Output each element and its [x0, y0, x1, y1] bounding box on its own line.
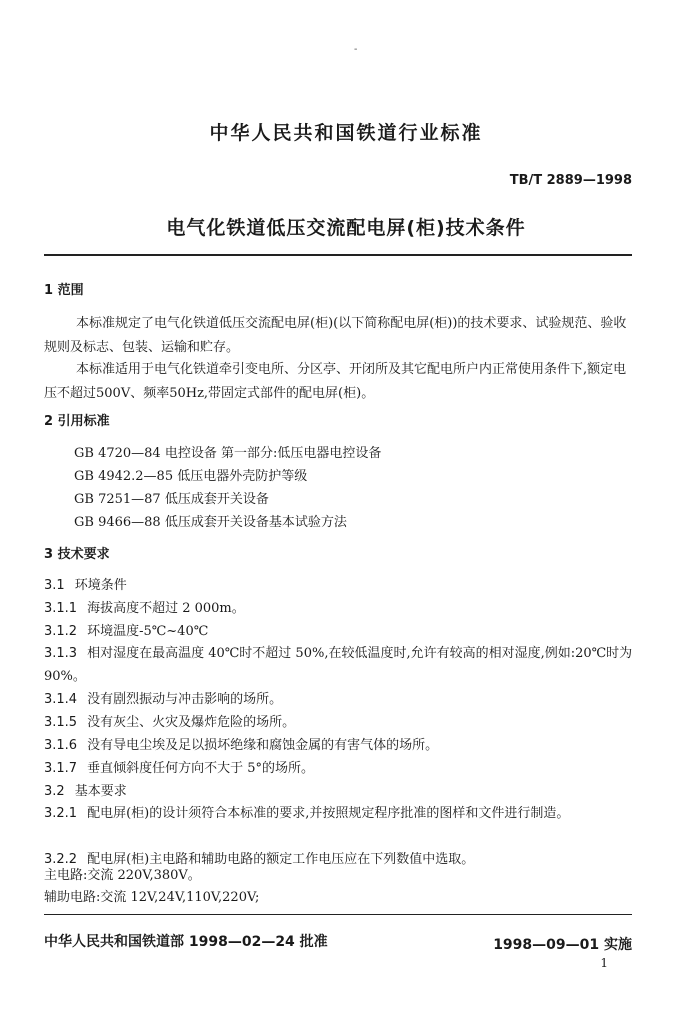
clause-text: 没有灰尘、火灾及爆炸危险的场所。 [87, 715, 296, 730]
clause-text: 相对湿度在最高温度 40℃时不超过 50%,在较低温度时,允许有较高的相对湿度,例如:20℃时为 90%。 [44, 646, 633, 684]
clause-number: 3.1 [44, 578, 65, 593]
section-3-heading: 3 技术要求 [44, 547, 110, 562]
reference-item: GB 9466—88 低压成套开关设备基本试验方法 [74, 515, 347, 530]
clause-text: 基本要求 [74, 784, 127, 799]
standard-number: TB/T 2889—1998 [509, 173, 632, 188]
header-divider [44, 254, 632, 256]
clause-number: 3.1.4 [44, 692, 78, 707]
clause-3-1-1 [44, 597, 245, 616]
clause-text: 配电屏(柜)的设计须符合本标准的要求,并按照规定程序批准的图样和文件进行制造。 [87, 806, 570, 821]
standard-category-title: 中华人民共和国铁道行业标准 [209, 122, 483, 144]
clause-number: 3.2.1 [44, 806, 78, 821]
clause-number: 3.1.1 [44, 601, 78, 616]
clause-number: 3.1.6 [44, 738, 78, 753]
clause-number: 3.2 [44, 784, 65, 799]
clause-number: 3.2.2 [44, 852, 78, 867]
clause-number: 3.1.5 [44, 715, 78, 730]
aux-circuit-voltages: 辅助电路:交流 12V,24V,110V,220V; [44, 890, 260, 905]
reference-item: GB 4720—84 电控设备 第一部分:低压电器电控设备 [74, 446, 382, 461]
clause-3-1-4 [44, 688, 282, 707]
effective-date-line: 1998—09—01 实施 [493, 937, 632, 953]
clause-text: 海拔高度不超过 2 000m。 [87, 601, 245, 616]
clause-text: 没有导电尘埃及足以损坏绝缘和腐蚀金属的有害气体的场所。 [87, 738, 439, 753]
clause-3-1-2 [44, 620, 208, 639]
document-title: 电气化铁道低压交流配电屏(柜)技术条件 [166, 217, 526, 239]
clause-3-1-6 [44, 734, 438, 753]
clause-number: 3.1.2 [44, 624, 78, 639]
clause-3-1 [44, 574, 127, 593]
approval-line: 中华人民共和国铁道部 1998—02—24 批准 [44, 934, 328, 950]
section-1-heading: 1 范围 [44, 283, 84, 298]
clause-3-2-1 [44, 802, 636, 825]
footer-divider [44, 914, 632, 915]
scan-mark: - [354, 44, 358, 55]
section-2-heading: 2 引用标准 [44, 414, 110, 429]
clause-number: 3.1.3 [44, 646, 78, 661]
clause-3-1-7 [44, 757, 314, 776]
clause-3-2 [44, 780, 127, 799]
clause-text: 垂直倾斜度任何方向不大于 5°的场所。 [87, 761, 314, 776]
reference-item: GB 7251—87 低压成套开关设备 [74, 492, 269, 507]
reference-item: GB 4942.2—85 低压电器外壳防护等级 [74, 469, 308, 484]
clause-text: 没有剧烈振动与冲击影响的场所。 [87, 692, 283, 707]
clause-text: 环境条件 [74, 578, 127, 593]
page-number: 1 [600, 956, 608, 970]
clause-text: 环境温度-5℃~40℃ [87, 624, 209, 639]
section-1-paragraph: 本标准适用于电气化铁道牵引变电所、分区亭、开闭所及其它配电所户内正常使用条件下,额定电压不超过500V、频率50Hz,带固定式部件的配电屏(柜)。 [44, 362, 627, 401]
clause-3-1-3 [44, 642, 636, 688]
clause-text: 配电屏(柜)主电路和辅助电路的额定工作电压应在下列数值中选取。 [87, 852, 475, 867]
clause-3-1-5 [44, 711, 295, 730]
main-circuit-voltages: 主电路:交流 220V,380V。 [44, 868, 201, 883]
section-1-paragraph: 本标准规定了电气化铁道低压交流配电屏(柜)(以下简称配电屏(柜))的技术要求、试验规范、验收规则及标志、包装、运输和贮存。 [44, 316, 627, 355]
clause-number: 3.1.7 [44, 761, 78, 776]
